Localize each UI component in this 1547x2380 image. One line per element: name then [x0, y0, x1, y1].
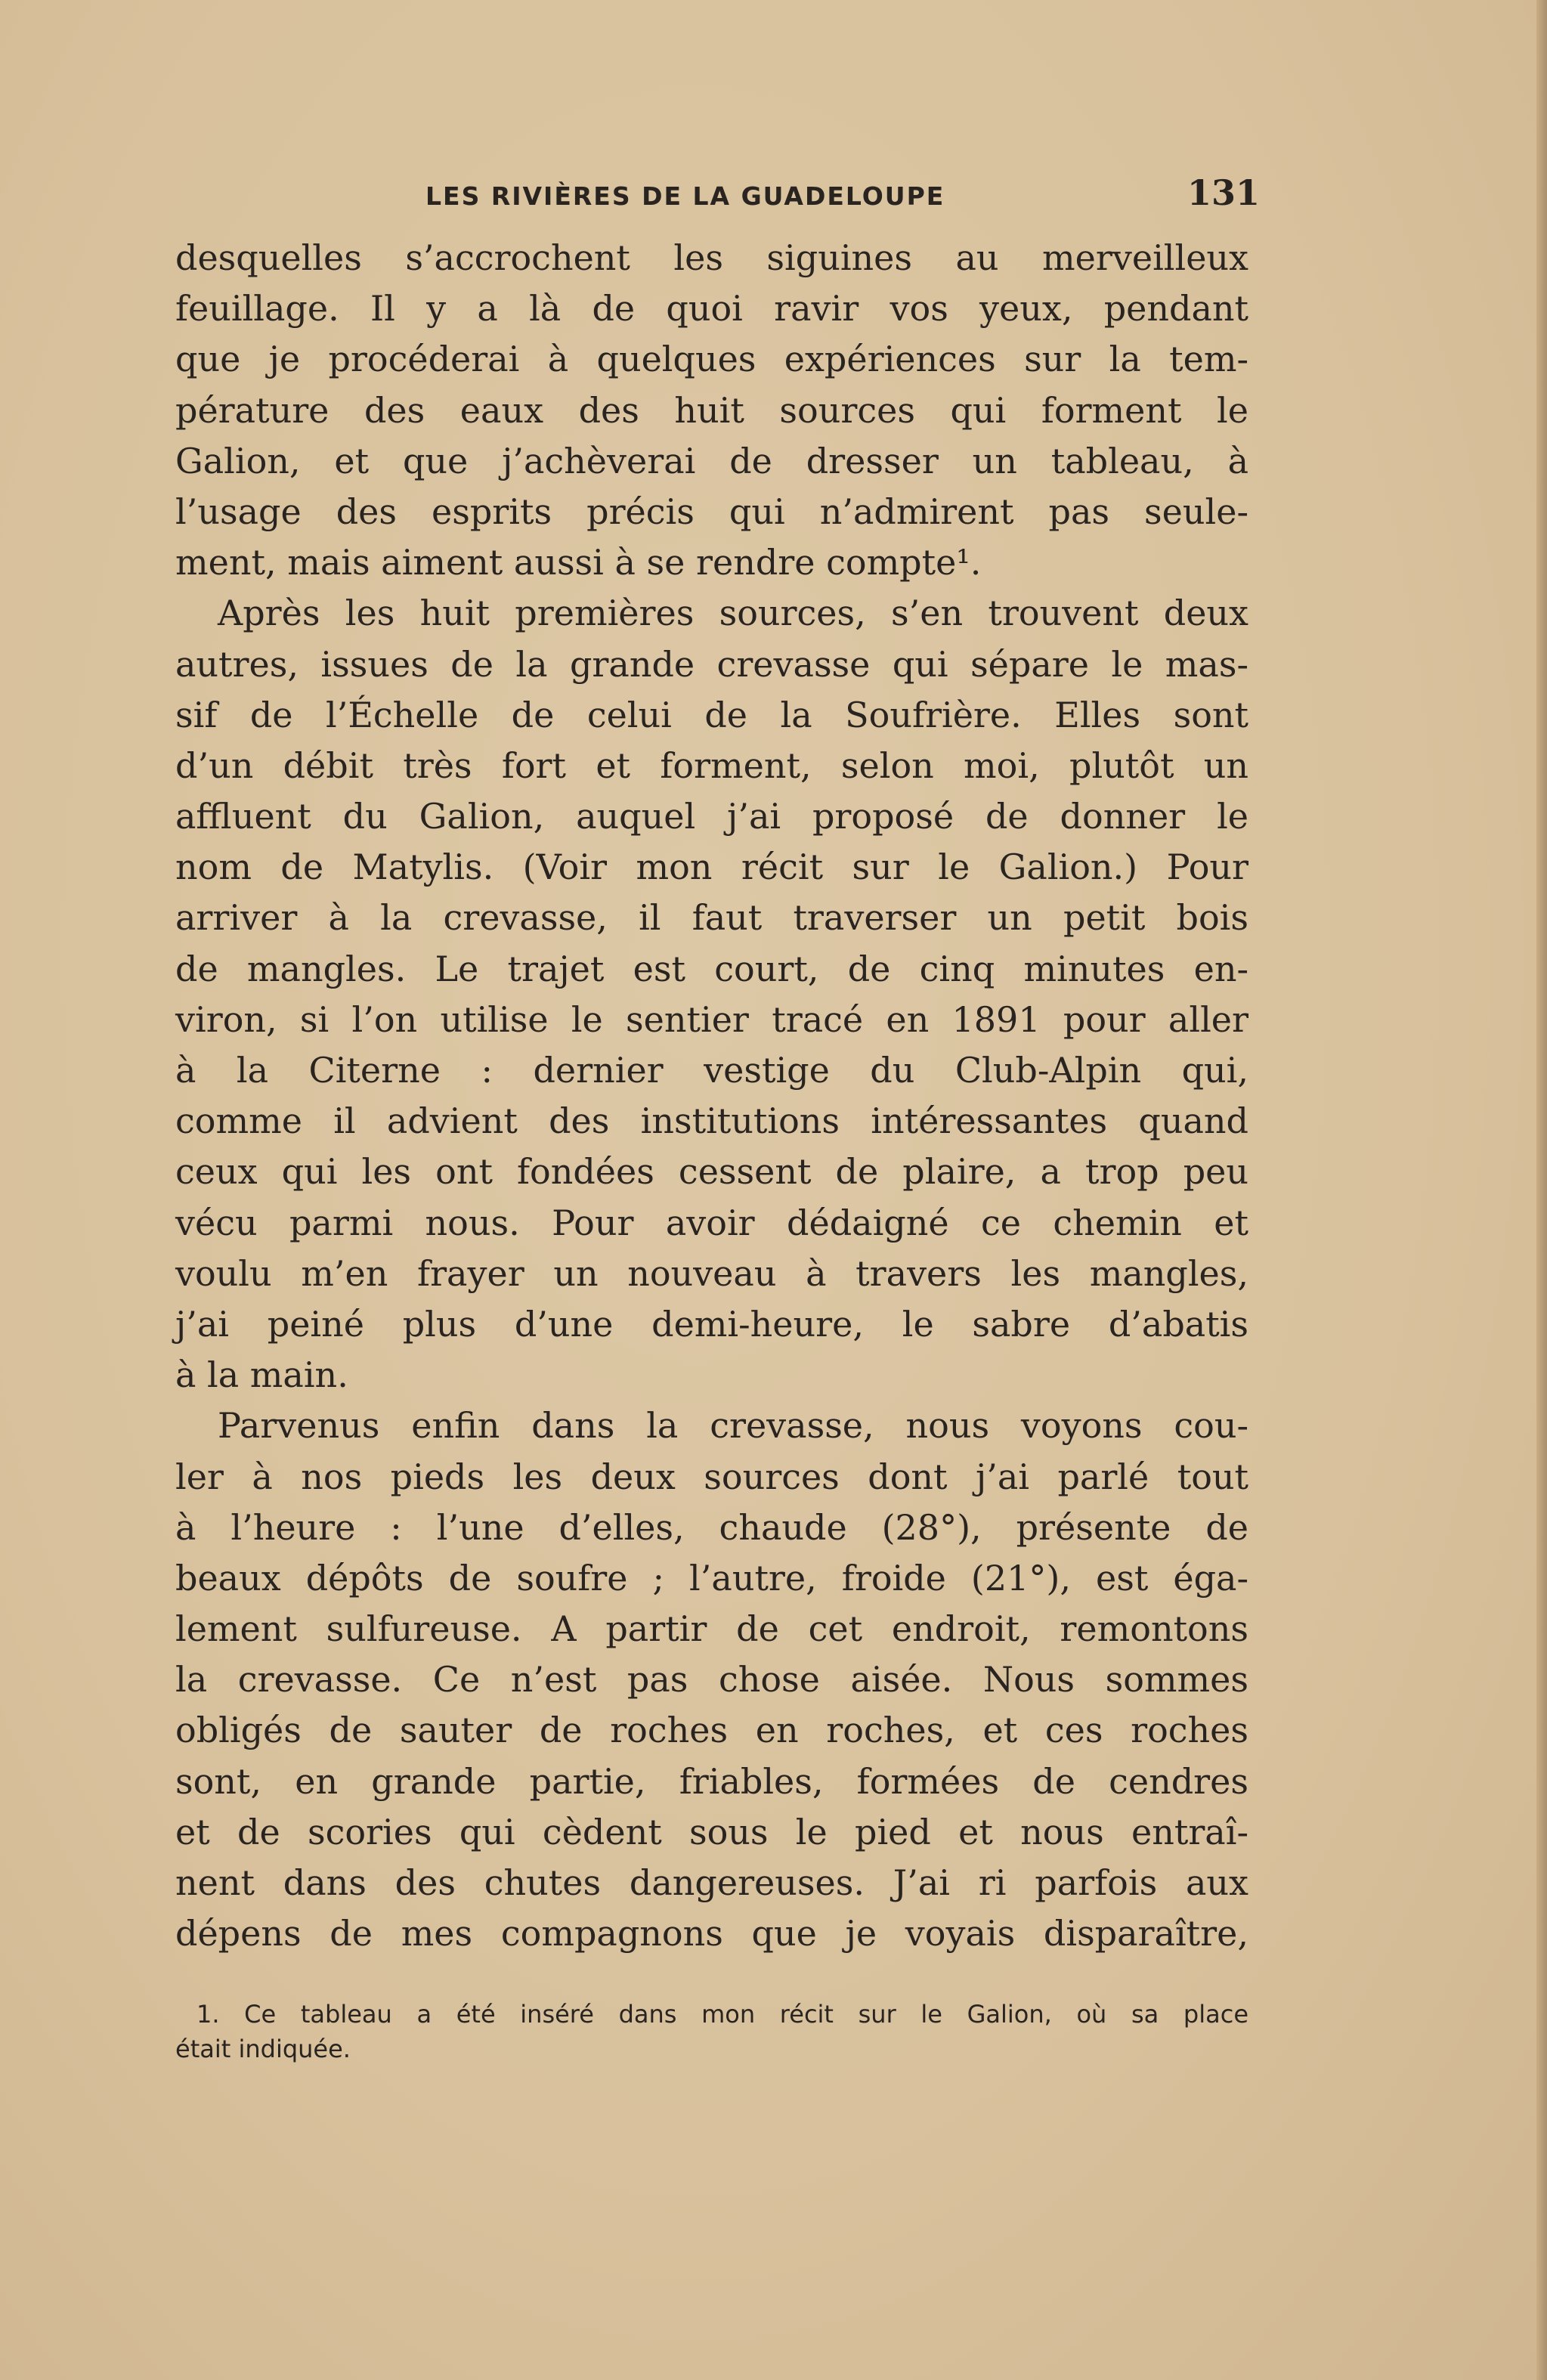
- page-edge: [1536, 0, 1547, 2380]
- text-line: j’ai peiné plus d’une demi-heure, le sabre d’abatis: [175, 1303, 1248, 1345]
- footnote-line: était indiquée.: [175, 2035, 351, 2063]
- text-line: de mangles. Le trajet est court, de cinq minutes en-: [175, 948, 1248, 989]
- text-line: obligés de sauter de roches en roches, et ces roches: [175, 1710, 1248, 1751]
- text-line: comme il advient des institutions intéressantes quand: [175, 1100, 1248, 1142]
- text-line: à l’heure : l’une d’elles, chaude (28°), présente de: [175, 1506, 1248, 1548]
- text-line: feuillage. Il y a là de quoi ravir vos yeux, pendant: [175, 288, 1248, 330]
- running-title: LES RIVIÈRES DE LA GUADELOUPE: [425, 181, 945, 211]
- text-line: dépens de mes compagnons que je voyais disparaître,: [175, 1913, 1248, 1954]
- text-line: vécu parmi nous. Pour avoir dédaigné ce chemin et: [175, 1202, 1248, 1243]
- text-line: beaux dépôts de soufre ; l’autre, froide (21°), est éga-: [175, 1557, 1248, 1599]
- text-line: ceux qui les ont fondées cessent de plaire, a trop peu: [175, 1151, 1248, 1193]
- text-line: viron, si l’on utilise le sentier tracé en 1891 pour aller: [175, 998, 1248, 1040]
- text-line: desquelles s’accrochent les siguines au merveilleux: [175, 237, 1248, 278]
- text-line: que je procéderai à quelques expériences sur la tem-: [175, 339, 1248, 380]
- page-number: 131: [1187, 172, 1260, 213]
- text-line: à la main.: [175, 1354, 348, 1396]
- text-line: ler à nos pieds les deux sources dont j’ai parlé tout: [175, 1456, 1248, 1497]
- text-line: Parvenus enfin dans la crevasse, nous voyons cou-: [218, 1405, 1248, 1447]
- text-line: nom de Matylis. (Voir mon récit sur le Galion.) Pour: [175, 846, 1248, 888]
- text-line: affluent du Galion, auquel j’ai proposé de donner le: [175, 796, 1248, 837]
- text-line: et de scories qui cèdent sous le pied et nous entraî-: [175, 1811, 1248, 1852]
- footnote-line: 1. Ce tableau a été inséré dans mon récit sur le Galion, où sa place: [196, 2000, 1248, 2029]
- text-line: l’usage des esprits précis qui n’admirent pas seule-: [175, 491, 1248, 532]
- text-line: Après les huit premières sources, s’en trouvent deux: [218, 593, 1248, 634]
- body-text: [175, 233, 1248, 1959]
- text-line: sont, en grande partie, friables, formées de cendres: [175, 1760, 1248, 1802]
- running-head: [425, 172, 1260, 218]
- footnote: [175, 1997, 1248, 2066]
- text-line: nent dans des chutes dangereuses. J’ai ri parfois aux: [175, 1862, 1248, 1903]
- text-line: sif de l’Échelle de celui de la Soufrière. Elles sont: [175, 694, 1248, 735]
- text-line: Galion, et que j’achèverai de dresser un tableau, à: [175, 440, 1248, 481]
- text-line: d’un débit très fort et forment, selon moi, plutôt un: [175, 744, 1248, 786]
- text-line: la crevasse. Ce n’est pas chose aisée. Nous sommes: [175, 1659, 1248, 1701]
- text-line: ment, mais aiment aussi à se rendre compte¹.: [175, 542, 982, 583]
- text-line: voulu m’en frayer un nouveau à travers les mangles,: [175, 1252, 1248, 1294]
- text-line: pérature des eaux des huit sources qui forment le: [175, 389, 1248, 431]
- text-line: lement sulfureuse. A partir de cet endroit, remontons: [175, 1608, 1248, 1650]
- text-line: autres, issues de la grande crevasse qui sépare le mas-: [175, 643, 1248, 685]
- text-line: arriver à la crevasse, il faut traverser un petit bois: [175, 897, 1248, 939]
- text-line: à la Citerne : dernier vestige du Club-Alpin qui,: [175, 1050, 1248, 1091]
